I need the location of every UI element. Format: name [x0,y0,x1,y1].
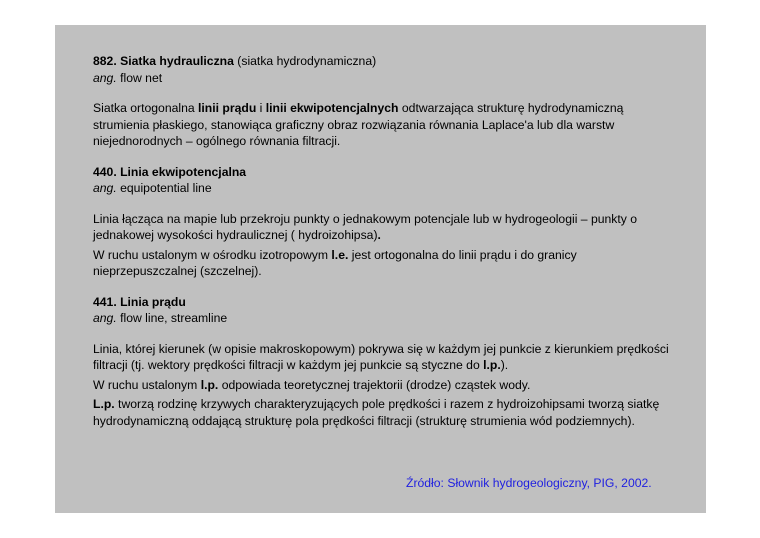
source-citation: Źródło: Słownik hydrogeologiczny, PIG, 2002. [406,476,652,490]
entry-882-english: ang. flow net [93,70,163,85]
entry-440-english: ang. equipotential line [93,181,212,195]
entry-441-english: ang. flow line, streamline [93,311,228,325]
entry-441-note-1: W ruchu ustalonym l.p. odpowiada teoretycznej trajektorii (drodze) cząstek wody. [93,377,531,392]
slide [55,25,706,513]
entry-882-definition: Siatka ortogonalna linii prądu i linii ekwipotencjalnych odtwarzająca strukturę hydrodynamiczną strumienia płaskiego, stanowiąca graficzny obraz rozwiązania równania Laplace'a lub dla warstw niejednorodnych – ogólnego równania filtracji. [93,101,624,148]
glossary-content [93,53,673,429]
entry-440-note: W ruchu ustalonym w ośrodku izotropowym l.e. jest ortogonalna do linii prądu i do granicy nieprzepuszczalnej (szczelnej). [93,247,577,278]
entry-441-note-2: L.p. tworzą rodzinę krzywych charakteryzujących pole prędkości i razem z hydroizohipsami tworzą siatkę hydrodynamiczną oddającą strukturę pola prędkości filtracji (strukturę strumienia wód podziemnych). [93,397,660,428]
entry-882-title: 882. Siatka hydrauliczna (siatka hydrodynamiczna) [93,54,377,68]
entry-441-definition: Linia, której kierunek (w opisie makroskopowym) pokrywa się w każdym jej punkcie z kierunkiem prędkości filtracji (tj. wektory prędkości filtracji w każdym jej punkcie są styczne do l.p.). [93,341,669,372]
entry-440-title: 440. Linia ekwipotencjalna [93,164,247,179]
entry-440-definition: Linia łącząca na mapie lub przekroju punkty o jednakowym potencjale lub w hydrogeologii – punkty o jednakowej wysokości hydraulicznej ( hydroizohipsa). [93,211,638,242]
entry-441-title: 441. Linia prądu [93,294,186,309]
